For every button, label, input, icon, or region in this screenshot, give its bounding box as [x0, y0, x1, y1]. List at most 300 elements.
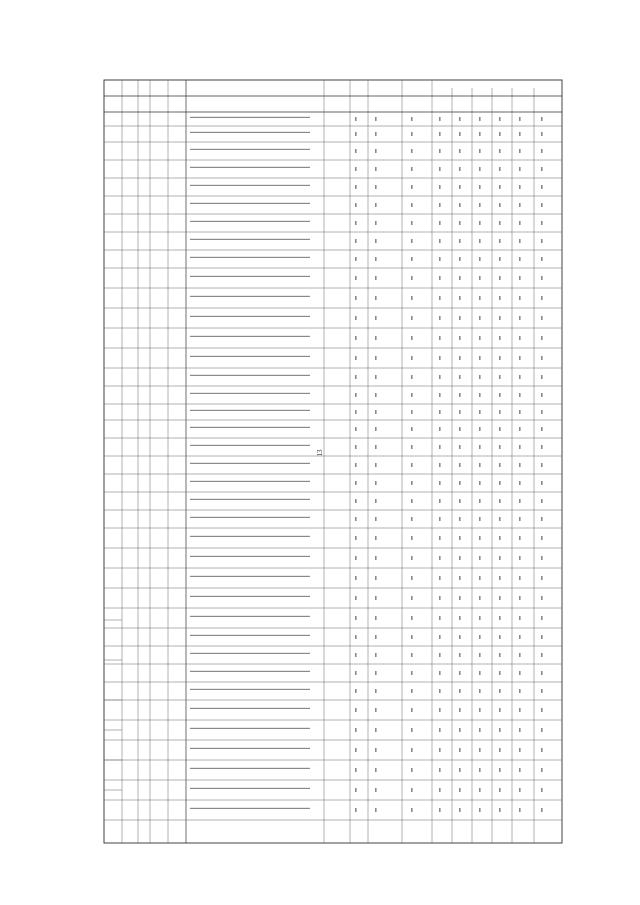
- cell-text-mark: [411, 356, 413, 360]
- cell-text-mark: [375, 616, 377, 620]
- cell-text-mark: [459, 445, 461, 449]
- cell-text-mark: [411, 149, 413, 153]
- cell-text-mark: [190, 728, 310, 729]
- cell-text-mark: [439, 788, 441, 792]
- cell-text-mark: [519, 728, 521, 732]
- cell-text-mark: [519, 316, 521, 320]
- cell-text-mark: [375, 336, 377, 340]
- cell-text-mark: [439, 167, 441, 171]
- cell-text-mark: [375, 481, 377, 485]
- cell-text-mark: [190, 375, 310, 376]
- cell-text-mark: [375, 671, 377, 675]
- cell-text-mark: [411, 768, 413, 772]
- cell-text-mark: [355, 296, 357, 300]
- cell-text-mark: [499, 276, 501, 280]
- cell-text-mark: [479, 149, 481, 153]
- cell-text-mark: [479, 576, 481, 580]
- cell-text-mark: [439, 556, 441, 560]
- cell-text-mark: [541, 708, 543, 712]
- cell-text-mark: [439, 689, 441, 693]
- cell-text-mark: [411, 276, 413, 280]
- cell-text-mark: [459, 167, 461, 171]
- cell-text-mark: [411, 616, 413, 620]
- cell-text-mark: [439, 596, 441, 600]
- cell-text-mark: [499, 336, 501, 340]
- cell-text-mark: [190, 117, 310, 118]
- cell-text-mark: [459, 616, 461, 620]
- cell-text-mark: [459, 375, 461, 379]
- cell-text-mark: [479, 788, 481, 792]
- cell-text-mark: [541, 808, 543, 812]
- cell-text-mark: [375, 689, 377, 693]
- cell-text-mark: [411, 445, 413, 449]
- cell-text-mark: [355, 728, 357, 732]
- cell-text-mark: [519, 410, 521, 414]
- cell-text-mark: [355, 356, 357, 360]
- cell-text-mark: [355, 375, 357, 379]
- cell-text-mark: [375, 445, 377, 449]
- cell-text-mark: [479, 185, 481, 189]
- cell-text-mark: [411, 576, 413, 580]
- cell-text-mark: [411, 257, 413, 261]
- cell-text-mark: [439, 427, 441, 431]
- cell-text-mark: [459, 239, 461, 243]
- cell-text-mark: [541, 203, 543, 207]
- cell-text-mark: [439, 203, 441, 207]
- cell-text-mark: [190, 445, 310, 446]
- cell-text-mark: [459, 536, 461, 540]
- cell-text-mark: [439, 132, 441, 136]
- cell-text-mark: [375, 596, 377, 600]
- cell-text-mark: [499, 167, 501, 171]
- cell-text-mark: [355, 316, 357, 320]
- cell-text-mark: [355, 221, 357, 225]
- cell-text-mark: [355, 768, 357, 772]
- cell-text-mark: [355, 276, 357, 280]
- cell-text-mark: [541, 653, 543, 657]
- cell-text-mark: [411, 536, 413, 540]
- cell-text-mark: [375, 728, 377, 732]
- cell-text-mark: [519, 239, 521, 243]
- cell-text-mark: [439, 316, 441, 320]
- cell-text-mark: [459, 463, 461, 467]
- cell-text-mark: [499, 635, 501, 639]
- cell-text-mark: [190, 316, 310, 317]
- cell-text-mark: [355, 671, 357, 675]
- cell-text-mark: [190, 427, 310, 428]
- cell-text-mark: [541, 239, 543, 243]
- cell-text-mark: [190, 517, 310, 518]
- cell-text-mark: [499, 296, 501, 300]
- cell-text-mark: [411, 708, 413, 712]
- cell-text-mark: [355, 808, 357, 812]
- cell-text-mark: [439, 149, 441, 153]
- cell-text-mark: [459, 257, 461, 261]
- cell-text-mark: [519, 117, 521, 121]
- cell-text-mark: [439, 276, 441, 280]
- cell-text-mark: [499, 708, 501, 712]
- cell-text-mark: [375, 316, 377, 320]
- cell-text-mark: [411, 427, 413, 431]
- cell-text-mark: [190, 576, 310, 577]
- cell-text-mark: [190, 463, 310, 464]
- cell-text-mark: [479, 117, 481, 121]
- cell-text-mark: [190, 689, 310, 690]
- cell-text-mark: [541, 427, 543, 431]
- cell-text-mark: [479, 276, 481, 280]
- cell-text-mark: [190, 410, 310, 411]
- cell-text-mark: [355, 463, 357, 467]
- cell-text-mark: [190, 653, 310, 654]
- cell-text-mark: [355, 596, 357, 600]
- cell-text-mark: [439, 808, 441, 812]
- cell-text-mark: [541, 276, 543, 280]
- cell-text-mark: [355, 203, 357, 207]
- cell-text-mark: [541, 393, 543, 397]
- cell-text-mark: [190, 556, 310, 557]
- cell-text-mark: [459, 356, 461, 360]
- cell-text-mark: [355, 689, 357, 693]
- cell-text-mark: [375, 239, 377, 243]
- cell-text-mark: [499, 427, 501, 431]
- cell-text-mark: [479, 239, 481, 243]
- cell-text-mark: [499, 808, 501, 812]
- cell-text-mark: [541, 221, 543, 225]
- cell-text-mark: [355, 167, 357, 171]
- cell-text-mark: [519, 336, 521, 340]
- cell-text-mark: [499, 556, 501, 560]
- cell-text-mark: [355, 149, 357, 153]
- cell-text-mark: [459, 316, 461, 320]
- cell-text-mark: [411, 203, 413, 207]
- cell-text-mark: [411, 671, 413, 675]
- cell-text-mark: [439, 635, 441, 639]
- cell-text-mark: [519, 356, 521, 360]
- cell-text-mark: [499, 576, 501, 580]
- cell-text-mark: [479, 536, 481, 540]
- cell-text-mark: [499, 185, 501, 189]
- cell-text-mark: [499, 616, 501, 620]
- cell-text-mark: [541, 410, 543, 414]
- cell-text-mark: [519, 203, 521, 207]
- cell-text-mark: [499, 671, 501, 675]
- cell-text-mark: [190, 708, 310, 709]
- cell-text-mark: [439, 185, 441, 189]
- cell-text-mark: [519, 576, 521, 580]
- cell-text-mark: [375, 788, 377, 792]
- cell-text-mark: [459, 410, 461, 414]
- cell-text-mark: [411, 689, 413, 693]
- cell-text-mark: [439, 653, 441, 657]
- cell-text-mark: [459, 708, 461, 712]
- cell-text-mark: [411, 635, 413, 639]
- cell-text-mark: [355, 393, 357, 397]
- cell-text-mark: [519, 185, 521, 189]
- cell-text-mark: [519, 788, 521, 792]
- cell-text-mark: [355, 499, 357, 503]
- cell-text-mark: [479, 296, 481, 300]
- cell-text-mark: [439, 463, 441, 467]
- cell-text-mark: [479, 316, 481, 320]
- cell-text-mark: [375, 653, 377, 657]
- cell-text-mark: [479, 499, 481, 503]
- cell-text-mark: [375, 132, 377, 136]
- cell-text-mark: [411, 167, 413, 171]
- cell-text-mark: [411, 596, 413, 600]
- cell-text-mark: [375, 117, 377, 121]
- cell-text-mark: [459, 481, 461, 485]
- cell-text-mark: [375, 356, 377, 360]
- cell-text-mark: [519, 445, 521, 449]
- cell-text-mark: [439, 221, 441, 225]
- cell-text-mark: [375, 257, 377, 261]
- cell-text-mark: [190, 596, 310, 597]
- cell-text-mark: [459, 427, 461, 431]
- cell-text-mark: [459, 185, 461, 189]
- cell-text-mark: [499, 653, 501, 657]
- cell-text-mark: [479, 653, 481, 657]
- cell-text-mark: [411, 296, 413, 300]
- cell-text-mark: [519, 689, 521, 693]
- cell-text-mark: [375, 576, 377, 580]
- cell-text-mark: [479, 410, 481, 414]
- cell-text-mark: [541, 536, 543, 540]
- cell-text-mark: [479, 463, 481, 467]
- cell-text-mark: [190, 203, 310, 204]
- cell-text-mark: [439, 410, 441, 414]
- cell-text-mark: [190, 393, 310, 394]
- cell-text-mark: [459, 203, 461, 207]
- cell-text-mark: [411, 185, 413, 189]
- cell-text-mark: [355, 556, 357, 560]
- cell-text-mark: [499, 356, 501, 360]
- cell-text-mark: [439, 393, 441, 397]
- cell-text-mark: [541, 117, 543, 121]
- cell-text-mark: [190, 167, 310, 168]
- cell-text-mark: [355, 117, 357, 121]
- cell-text-mark: [355, 517, 357, 521]
- cell-text-mark: [499, 375, 501, 379]
- cell-text-mark: [499, 463, 501, 467]
- cell-text-mark: [541, 556, 543, 560]
- cell-text-mark: [479, 393, 481, 397]
- cell-text-mark: [355, 427, 357, 431]
- cell-text-mark: [439, 576, 441, 580]
- cell-text-mark: [190, 768, 310, 769]
- cell-text-mark: [479, 689, 481, 693]
- cell-text-mark: [519, 536, 521, 540]
- cell-text-mark: [190, 149, 310, 150]
- cell-text-mark: [499, 445, 501, 449]
- cell-text-mark: [541, 463, 543, 467]
- cell-text-mark: [375, 167, 377, 171]
- cell-text-mark: [375, 393, 377, 397]
- cell-text-mark: [439, 708, 441, 712]
- cell-text-mark: [439, 748, 441, 752]
- cell-text-mark: [499, 132, 501, 136]
- cell-text-mark: [411, 788, 413, 792]
- cell-text-mark: [375, 375, 377, 379]
- cell-text-mark: [479, 708, 481, 712]
- cell-text-mark: [479, 596, 481, 600]
- cell-text-mark: [479, 748, 481, 752]
- cell-text-mark: [519, 499, 521, 503]
- cell-text-mark: [541, 596, 543, 600]
- cell-text-mark: [411, 748, 413, 752]
- cell-text-mark: [411, 117, 413, 121]
- cell-text-mark: [459, 517, 461, 521]
- cell-text-mark: [375, 556, 377, 560]
- cell-text-mark: [541, 768, 543, 772]
- cell-text-mark: [541, 499, 543, 503]
- cell-text-mark: [355, 536, 357, 540]
- cell-text-mark: [541, 616, 543, 620]
- cell-text-mark: [519, 653, 521, 657]
- cell-text-mark: [479, 481, 481, 485]
- cell-text-mark: [519, 808, 521, 812]
- cell-text-mark: [190, 257, 310, 258]
- cell-text-mark: [519, 257, 521, 261]
- cell-text-mark: [459, 596, 461, 600]
- cell-text-mark: [499, 768, 501, 772]
- cell-text-mark: [541, 445, 543, 449]
- cell-text-mark: [375, 221, 377, 225]
- cell-text-mark: [459, 499, 461, 503]
- cell-text-mark: [499, 689, 501, 693]
- cell-text-mark: [355, 616, 357, 620]
- cell-text-mark: [459, 653, 461, 657]
- cell-text-mark: [439, 356, 441, 360]
- cell-text-mark: [479, 132, 481, 136]
- cell-text-mark: [499, 728, 501, 732]
- cell-text-mark: [375, 427, 377, 431]
- cell-text-mark: [519, 132, 521, 136]
- cell-text-mark: [479, 203, 481, 207]
- cell-text-mark: [459, 768, 461, 772]
- cell-text-mark: [519, 556, 521, 560]
- cell-text-mark: [499, 596, 501, 600]
- cell-text-mark: [519, 276, 521, 280]
- cell-text-mark: [355, 239, 357, 243]
- cell-text-mark: [411, 463, 413, 467]
- cell-text-mark: [375, 635, 377, 639]
- cell-text-mark: [190, 808, 310, 809]
- cell-text-mark: [459, 149, 461, 153]
- cell-text-mark: [479, 616, 481, 620]
- cell-text-mark: [499, 536, 501, 540]
- cell-text-mark: [190, 221, 310, 222]
- cell-text-mark: [190, 635, 310, 636]
- cell-text-mark: [355, 185, 357, 189]
- cell-text-mark: [541, 576, 543, 580]
- cell-text-mark: [541, 296, 543, 300]
- cell-text-mark: [541, 748, 543, 752]
- cell-text-mark: [190, 499, 310, 500]
- cell-text-mark: [355, 336, 357, 340]
- cell-text-mark: [459, 393, 461, 397]
- cell-text-mark: [499, 203, 501, 207]
- cell-text-mark: [499, 221, 501, 225]
- cell-text-mark: [479, 167, 481, 171]
- cell-text-mark: [355, 635, 357, 639]
- cell-text-mark: [439, 336, 441, 340]
- cell-text-mark: [411, 316, 413, 320]
- cell-text-mark: [439, 517, 441, 521]
- cell-text-mark: [355, 788, 357, 792]
- cell-text-mark: [499, 316, 501, 320]
- cell-text-mark: [375, 808, 377, 812]
- cell-text-mark: [459, 788, 461, 792]
- cell-text-mark: [355, 445, 357, 449]
- cell-text-mark: [190, 296, 310, 297]
- cell-text-mark: [541, 316, 543, 320]
- cell-text-mark: [479, 221, 481, 225]
- cell-text-mark: [519, 296, 521, 300]
- cell-text-mark: [375, 499, 377, 503]
- cell-text-mark: [459, 748, 461, 752]
- cell-text-mark: [459, 556, 461, 560]
- cell-text-mark: [355, 410, 357, 414]
- cell-text-mark: [499, 257, 501, 261]
- cell-text-mark: [519, 768, 521, 772]
- cell-text-mark: [459, 117, 461, 121]
- cell-text-mark: [459, 728, 461, 732]
- cell-text-mark: [411, 221, 413, 225]
- cell-text-mark: [459, 808, 461, 812]
- cell-text-mark: [479, 336, 481, 340]
- table-border: [104, 80, 562, 843]
- cell-text-mark: [499, 393, 501, 397]
- cell-text-mark: [479, 445, 481, 449]
- cell-text-mark: [355, 576, 357, 580]
- cell-text-mark: [411, 336, 413, 340]
- cell-text-mark: [439, 257, 441, 261]
- cell-text-mark: [479, 517, 481, 521]
- cell-text-mark: [375, 748, 377, 752]
- cell-text-mark: [439, 117, 441, 121]
- cell-text-mark: [190, 481, 310, 482]
- cell-text-mark: [541, 185, 543, 189]
- cell-text-mark: [479, 257, 481, 261]
- cell-text-mark: [499, 748, 501, 752]
- cell-text-mark: [519, 427, 521, 431]
- cell-text-mark: [190, 788, 310, 789]
- cell-text-mark: [411, 653, 413, 657]
- cell-text-mark: [479, 427, 481, 431]
- cell-text-mark: [541, 149, 543, 153]
- cell-text-mark: [375, 410, 377, 414]
- cell-text-mark: [459, 336, 461, 340]
- cell-text-mark: [355, 132, 357, 136]
- cell-text-mark: [479, 671, 481, 675]
- cell-text-mark: [190, 356, 310, 357]
- cell-text-mark: [411, 808, 413, 812]
- cell-text-mark: [541, 728, 543, 732]
- cell-text-mark: [519, 748, 521, 752]
- cell-text-mark: [411, 556, 413, 560]
- page-number: 13: [316, 449, 324, 457]
- cell-text-mark: [439, 296, 441, 300]
- cell-text-mark: [519, 616, 521, 620]
- cell-text-mark: [541, 671, 543, 675]
- cell-text-mark: [190, 616, 310, 617]
- cell-text-mark: [375, 536, 377, 540]
- cell-text-mark: [355, 653, 357, 657]
- cell-text-mark: [459, 276, 461, 280]
- cell-text-mark: [479, 356, 481, 360]
- cell-text-mark: [499, 788, 501, 792]
- cell-text-mark: [411, 410, 413, 414]
